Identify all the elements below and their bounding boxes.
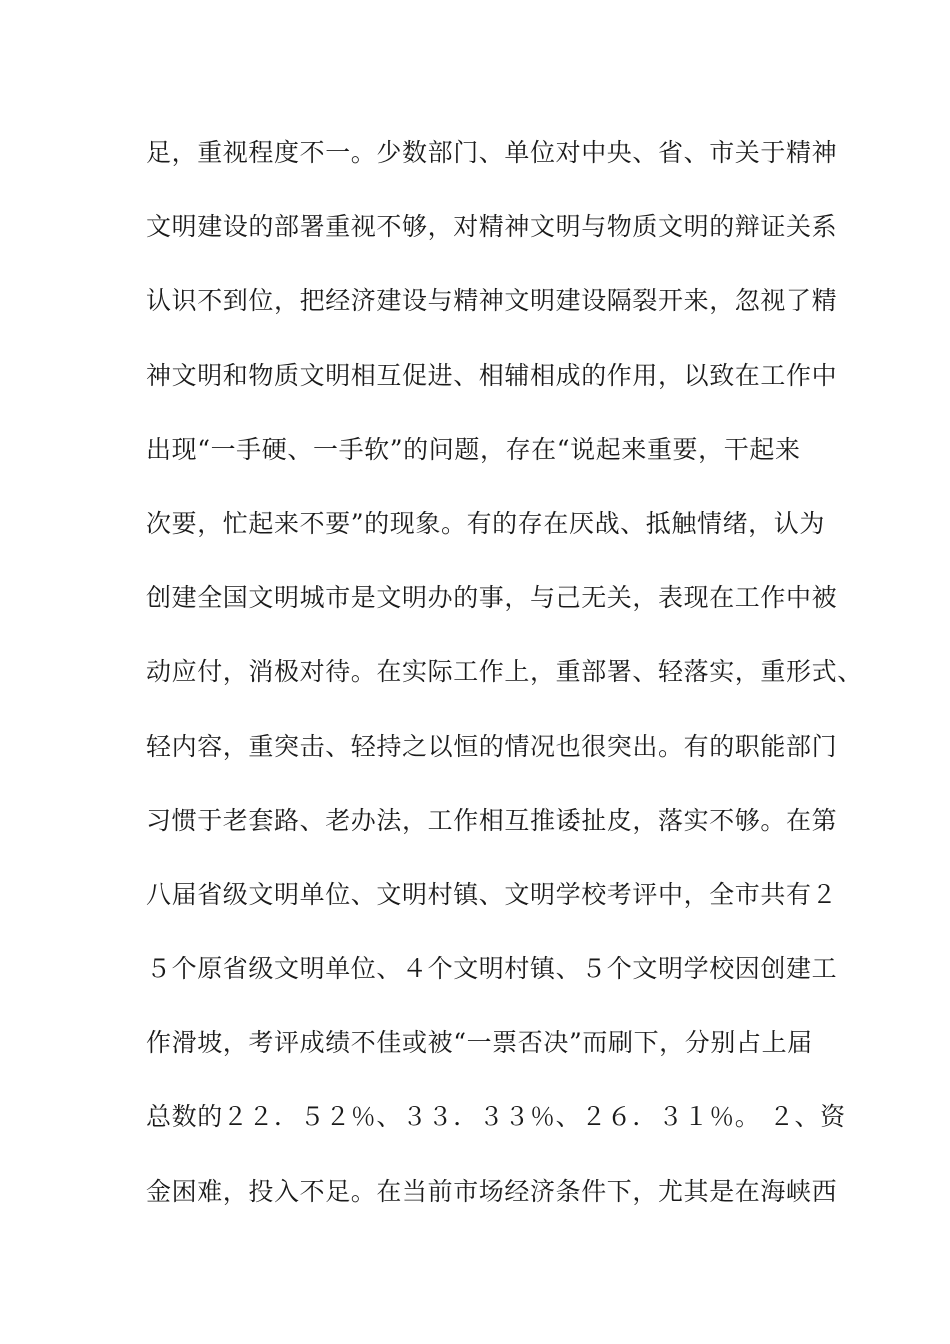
text-line: 习惯于老套路、老办法，工作相互推诿扯皮，落实不够。在第 — [146, 805, 838, 835]
text-line: 轻内容，重突击、轻持之以恒的情况也很突出。有的职能部门 — [146, 731, 838, 761]
text-line: 动应付，消极对待。在实际工作上，重部署、轻落实，重形式、 — [146, 657, 863, 687]
text-line: 创建全国文明城市是文明办的事，与己无关，表现在工作中被 — [146, 583, 838, 613]
text-line: 神文明和物质文明相互促进、相辅相成的作用，以致在工作中 — [146, 360, 838, 390]
text-line: ５个原省级文明单位、４个文明村镇、５个文明学校因创建工 — [146, 954, 838, 984]
text-line: 足，重视程度不一。少数部门、单位对中央、省、市关于精神 — [146, 138, 838, 167]
text-line: 文明建设的部署重视不够，对精神文明与物质文明的辩证关系 — [146, 212, 838, 242]
text-line: 认识不到位，把经济建设与精神文明建设隔裂开来，忽视了精 — [146, 286, 838, 316]
body-text — [146, 134, 863, 1247]
text-line: 八届省级文明单位、文明村镇、文明学校考评中，全市共有２ — [146, 879, 838, 909]
text-line: 作滑坡，考评成绩不佳或被“一票否决”而刷下，分别占上届 — [146, 1028, 813, 1058]
text-line: 金困难，投入不足。在当前市场经济条件下，尤其是在海峡西 — [146, 1176, 838, 1206]
text-line: 次要，忙起来不要”的现象。有的存在厌战、抵触情绪，认为 — [146, 508, 825, 538]
text-line: 总数的２２．５２％、３３．３３％、２６．３１％。 ２、资 — [146, 1102, 846, 1132]
text-line: 出现“一手硬、一手软”的问题，存在“说起来重要，干起来 — [146, 434, 801, 464]
